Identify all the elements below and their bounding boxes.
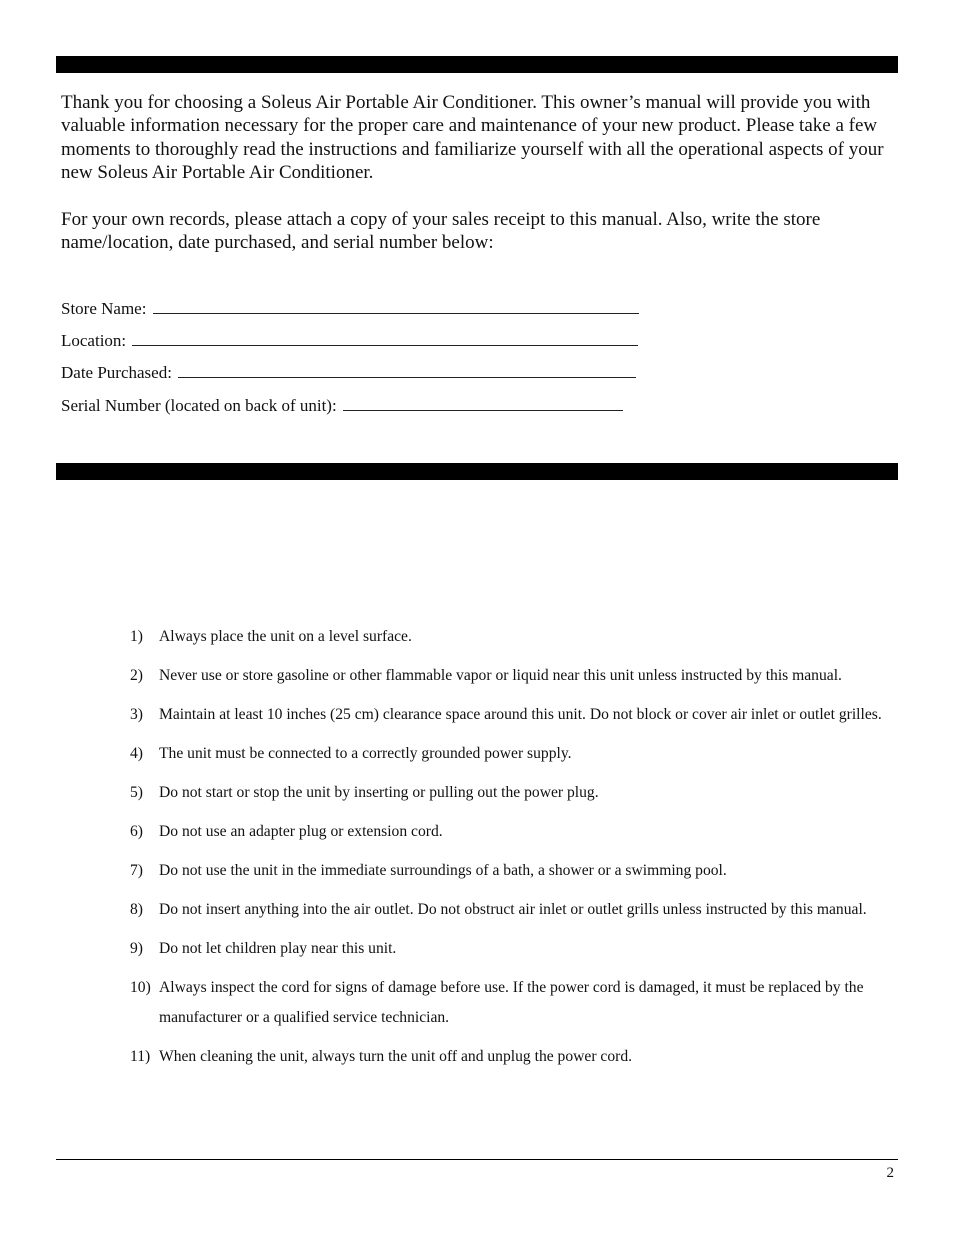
list-item <box>130 778 900 808</box>
store-name-field[interactable] <box>61 299 639 319</box>
date-purchased-field[interactable] <box>61 363 636 383</box>
list-item <box>130 622 900 652</box>
list-item-text: The unit must be connected to a correctly grounded power supply. <box>159 745 572 762</box>
list-item <box>130 934 900 964</box>
intro-paragraph: Thank you for choosing a Soleus Air Portable Air Conditioner. This owner’s manual will provide you with valuable information necessary for the proper care and maintenance of your new product. Please take a few moments to thoroughly read the instructions and familiarize yourself with all the operational aspects of your new Soleus Air Portable Air Conditioner. <box>61 92 884 183</box>
store-name-label: Store Name: <box>61 299 147 318</box>
serial-number-label: Serial Number (located on back of unit): <box>61 396 337 415</box>
list-item <box>130 1042 900 1072</box>
location-field[interactable] <box>61 331 638 351</box>
list-item-number: 5) <box>130 784 143 801</box>
list-item-number: 1) <box>130 628 143 645</box>
list-item-text: Always place the unit on a level surface. <box>159 628 412 645</box>
date-purchased-blank-line[interactable] <box>178 363 636 378</box>
list-item-number: 2) <box>130 667 143 684</box>
safety-instructions-list <box>130 622 900 1081</box>
list-item-number: 8) <box>130 901 143 918</box>
location-blank-line[interactable] <box>132 331 638 346</box>
list-item-text: Maintain at least 10 inches (25 cm) clearance space around this unit. Do not block or cover air inlet or outlet grilles. <box>159 706 882 723</box>
receipt-instructions-paragraph: For your own records, please attach a copy of your sales receipt to this manual. Also, write the store name/location, date purchased, and serial number below: <box>61 209 821 254</box>
list-item-number: 6) <box>130 823 143 840</box>
list-item-text: Do not use the unit in the immediate surroundings of a bath, a shower or a swimming pool. <box>159 862 727 879</box>
list-item <box>130 856 900 886</box>
list-item-number: 7) <box>130 862 143 879</box>
list-item-number: 9) <box>130 940 143 957</box>
list-item-number: 4) <box>130 745 143 762</box>
list-item-text: Do not insert anything into the air outlet. Do not obstruct air inlet or outlet grills unless instructed by this manual. <box>159 901 867 918</box>
list-item-text: When cleaning the unit, always turn the unit off and unplug the power cord. <box>159 1047 633 1065</box>
page-number: 2 <box>886 1165 894 1181</box>
section-header-bar <box>56 56 898 73</box>
list-item-text: Do not start or stop the unit by inserting or pulling out the power plug. <box>159 784 599 801</box>
list-item-number: 11) <box>130 1047 151 1065</box>
list-item <box>130 700 900 730</box>
safety-section-header-bar <box>56 463 898 480</box>
list-item <box>130 817 900 847</box>
list-item-number: 3) <box>130 706 143 723</box>
list-item <box>130 739 900 769</box>
list-item-number: 10) <box>130 979 151 996</box>
serial-number-field[interactable] <box>61 396 623 416</box>
location-label: Location: <box>61 331 127 350</box>
store-name-blank-line[interactable] <box>153 299 639 314</box>
list-item-text: Never use or store gasoline or other flammable vapor or liquid near this unit unless instructed by this manual. <box>159 667 842 684</box>
footer-divider <box>56 1159 898 1160</box>
list-item <box>130 895 900 925</box>
list-item-text: Do not let children play near this unit. <box>159 940 397 957</box>
date-purchased-label: Date Purchased: <box>61 363 172 382</box>
list-item-text: Always inspect the cord for signs of damage before use. If the power cord is damaged, it must be replaced by the manufacturer or a qualified service technician. <box>159 979 864 1026</box>
serial-number-blank-line[interactable] <box>343 396 623 411</box>
list-item <box>130 973 900 1032</box>
list-item-text: Do not use an adapter plug or extension cord. <box>159 823 443 840</box>
list-item <box>130 661 900 691</box>
